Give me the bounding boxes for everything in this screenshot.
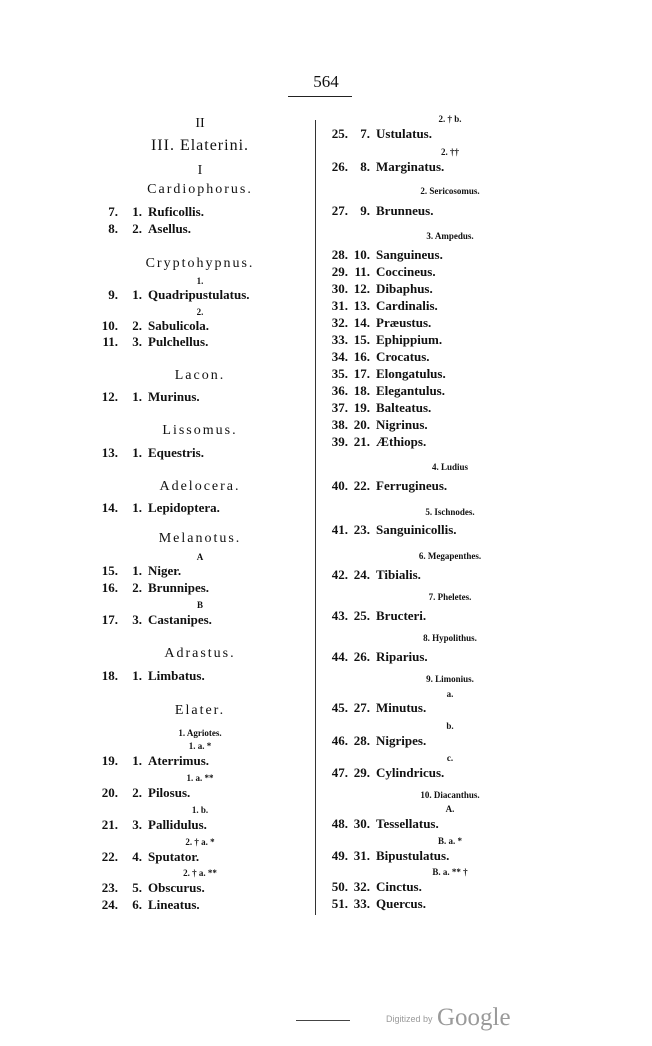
entry-subnumber: 1. — [132, 204, 142, 219]
species-name: Ephippium. — [376, 332, 443, 347]
entry-number: 45. — [331, 700, 348, 715]
species-name: Tibialis. — [376, 567, 421, 582]
species-name: Quadripustulatus. — [148, 287, 250, 302]
species-name: Equestris. — [148, 445, 204, 460]
entry-subnumber: 18. — [353, 383, 370, 398]
species-name: Nigrinus. — [376, 417, 428, 432]
entry-number: 27. — [331, 203, 348, 218]
species-entry — [92, 318, 209, 334]
species-entry — [318, 332, 442, 348]
species-name: Pulchellus. — [148, 334, 209, 349]
entry-subnumber: 26. — [353, 649, 370, 664]
page-number-rule — [288, 96, 352, 97]
species-entry — [318, 159, 444, 175]
entry-number: 12. — [101, 389, 118, 404]
species-entry — [92, 849, 199, 865]
species-entry — [318, 522, 457, 538]
entry-number: 29. — [331, 264, 348, 279]
entry-number: 31. — [331, 298, 348, 313]
subsection-label: B — [196, 600, 203, 610]
genus-heading-lacon: Lacon. — [174, 368, 226, 383]
species-name: Bructeri. — [376, 608, 427, 623]
entry-number: 51. — [331, 896, 348, 911]
entry-number: 26. — [331, 159, 348, 174]
species-entry — [92, 445, 204, 461]
species-entry — [318, 765, 444, 781]
subsection-label: B. a. ** † — [432, 867, 468, 877]
entry-number: 38. — [331, 417, 348, 432]
entry-subnumber: 1. — [132, 445, 142, 460]
entry-subnumber: 2. — [132, 580, 142, 595]
species-name: Dibaphus. — [376, 281, 433, 296]
subsection-label: 2. † a. ** — [183, 868, 217, 878]
species-entry — [318, 417, 428, 433]
species-name: Sabulicola. — [148, 318, 210, 333]
entry-subnumber: 8. — [360, 159, 370, 174]
species-entry — [92, 880, 205, 896]
species-entry — [318, 315, 431, 331]
entry-number: 23. — [101, 880, 118, 895]
entry-subnumber: 29. — [353, 765, 370, 780]
species-name: Sanguinicollis. — [376, 522, 457, 537]
subgenus-label: 4. Ludius — [431, 462, 469, 472]
species-name: Pilosus. — [148, 785, 191, 800]
entry-number: 13. — [101, 445, 118, 460]
species-name: Asellus. — [148, 221, 191, 236]
entry-number: 15. — [101, 563, 118, 578]
entry-subnumber: 30. — [353, 816, 370, 831]
entry-number: 49. — [331, 848, 348, 863]
entry-number: 30. — [331, 281, 348, 296]
entry-number: 36. — [331, 383, 348, 398]
subsection-label: 2. † a. * — [185, 837, 215, 847]
entry-number: 14. — [101, 500, 118, 515]
entry-subnumber: 22. — [353, 478, 370, 493]
subgenus-label: 5. Ischnodes. — [425, 507, 475, 517]
entry-subnumber: 3. — [132, 612, 142, 627]
entry-number: 40. — [331, 478, 348, 493]
entry-subnumber: 10. — [353, 247, 370, 262]
entry-subnumber: 9. — [360, 203, 370, 218]
entry-subnumber: 31. — [353, 848, 370, 863]
entry-subnumber: 14. — [353, 315, 370, 330]
entry-number: 50. — [331, 879, 348, 894]
column-divider — [315, 120, 316, 915]
entry-subnumber: 7. — [360, 126, 370, 141]
subgenus-label: 9. Limonius. — [426, 674, 474, 684]
entry-number: 39. — [331, 434, 348, 449]
entry-number: 47. — [331, 765, 348, 780]
species-entry — [318, 400, 431, 416]
species-name: Castanipes. — [148, 612, 212, 627]
entry-number: 21. — [101, 817, 118, 832]
species-entry — [318, 264, 436, 280]
species-name: Minutus. — [376, 700, 427, 715]
species-entry — [92, 500, 220, 516]
species-name: Elegantulus. — [376, 383, 445, 398]
entry-subnumber: 5. — [132, 880, 142, 895]
genus-heading-elater: Elater. — [174, 703, 226, 718]
species-name: Murinus. — [148, 389, 200, 404]
entry-number: 8. — [108, 221, 118, 236]
genus-heading-adelocera: Adelocera. — [159, 479, 241, 494]
species-entry — [92, 580, 209, 596]
digitized-by-text: Digitized by — [386, 1014, 433, 1024]
tribe-heading: III. Elaterini. — [150, 137, 250, 154]
species-entry — [318, 816, 439, 832]
species-name: Lineatus. — [148, 897, 200, 912]
species-entry — [318, 848, 449, 864]
entry-number: 48. — [331, 816, 348, 831]
subgenus-label: 3. Ampedus. — [426, 231, 474, 241]
species-name: Æthiops. — [376, 434, 427, 449]
entry-number: 42. — [331, 567, 348, 582]
species-entry — [318, 733, 426, 749]
entry-number: 46. — [331, 733, 348, 748]
species-name: Cinctus. — [376, 879, 422, 894]
species-name: Quercus. — [376, 896, 426, 911]
entry-subnumber: 6. — [132, 897, 142, 912]
species-entry — [318, 700, 426, 716]
entry-subnumber: 1. — [132, 287, 142, 302]
entry-number: 20. — [101, 785, 118, 800]
species-name: Præustus. — [376, 315, 432, 330]
subgenus-label: 6. Megapenthes. — [418, 551, 482, 561]
species-name: Riparius. — [376, 649, 428, 664]
species-entry — [318, 383, 445, 399]
subsection-label: 2. † b. — [438, 114, 462, 124]
species-entry — [92, 389, 200, 405]
entry-number: 9. — [108, 287, 118, 302]
entry-number: 11. — [102, 334, 118, 349]
species-entry — [318, 434, 426, 450]
entry-number: 18. — [101, 668, 118, 683]
species-name: Marginatus. — [376, 159, 445, 174]
species-entry — [318, 349, 430, 365]
subsection-label: b. — [446, 721, 454, 731]
species-name: Niger. — [148, 563, 182, 578]
entry-subnumber: 27. — [353, 700, 370, 715]
species-entry — [318, 366, 446, 382]
entry-subnumber: 32. — [353, 879, 370, 894]
species-entry — [318, 247, 443, 263]
entry-number: 34. — [331, 349, 348, 364]
genus-heading-adrastus: Adrastus. — [164, 646, 236, 661]
entry-subnumber: 2. — [132, 221, 142, 236]
species-entry — [92, 668, 205, 684]
species-name: Nigripes. — [376, 733, 427, 748]
digitized-watermark — [386, 1004, 511, 1032]
species-name: Brunnipes. — [148, 580, 210, 595]
subgenus-label: 2. Sericosomus. — [420, 186, 480, 196]
entry-subnumber: 25. — [353, 608, 370, 623]
footer-rule — [296, 1020, 350, 1021]
entry-subnumber: 3. — [132, 334, 142, 349]
species-entry — [92, 204, 204, 220]
genus-heading-cryptohypnus: Cryptohypnus. — [145, 256, 255, 271]
species-name: Cardinalis. — [376, 298, 438, 313]
species-name: Obscurus. — [148, 880, 205, 895]
subgenus-label: 10. Diacanthus. — [420, 790, 480, 800]
species-name: Tessellatus. — [376, 816, 439, 831]
species-entry — [92, 612, 212, 628]
entry-subnumber: 16. — [353, 349, 370, 364]
entry-number: 25. — [331, 126, 348, 141]
entry-subnumber: 23. — [353, 522, 370, 537]
subgenus-label: 7. Pheletes. — [428, 592, 472, 602]
genus-heading-cardiophorus: Cardiophorus. — [147, 182, 253, 197]
species-entry — [318, 567, 421, 583]
subsection-label: a. — [446, 689, 454, 699]
entry-number: 32. — [331, 315, 348, 330]
entry-subnumber: 3. — [132, 817, 142, 832]
species-entry — [92, 817, 207, 833]
species-name: Pallidulus. — [148, 817, 207, 832]
species-name: Crocatus. — [376, 349, 430, 364]
species-entry — [318, 203, 433, 219]
entry-subnumber: 1. — [132, 563, 142, 578]
species-entry — [92, 221, 191, 237]
entry-number: 7. — [108, 204, 118, 219]
species-name: Cylindricus. — [376, 765, 445, 780]
species-name: Bipustulatus. — [376, 848, 450, 863]
species-entry — [92, 897, 200, 913]
entry-number: 24. — [101, 897, 118, 912]
entry-subnumber: 4. — [132, 849, 142, 864]
species-entry — [318, 608, 426, 624]
species-entry — [318, 649, 428, 665]
species-name: Brunneus. — [376, 203, 434, 218]
entry-number: 19. — [101, 753, 118, 768]
subgenus-label: 8. Hypolithus. — [423, 633, 477, 643]
subsection-label: 2. †† — [441, 147, 459, 157]
entry-subnumber: 20. — [353, 417, 370, 432]
entry-subnumber: 21. — [353, 434, 370, 449]
subsection-label: 1. — [196, 276, 204, 286]
subsection-label: c. — [446, 753, 454, 763]
species-name: Limbatus. — [148, 668, 205, 683]
entry-subnumber: 1. — [132, 753, 142, 768]
subsection-label: 1. a. * — [188, 741, 212, 751]
species-entry — [318, 879, 422, 895]
section-numeral-ii: II — [195, 116, 205, 131]
genus-heading-melanotus: Melanotus. — [158, 531, 242, 546]
species-name: Ustulatus. — [376, 126, 432, 141]
species-name: Elongatulus. — [376, 366, 446, 381]
entry-number: 10. — [101, 318, 118, 333]
entry-subnumber: 11. — [354, 264, 370, 279]
species-entry — [92, 287, 250, 303]
entry-subnumber: 33. — [353, 896, 370, 911]
subsection-label: 2. — [196, 307, 204, 317]
species-name: Aterrimus. — [148, 753, 210, 768]
entry-subnumber: 28. — [353, 733, 370, 748]
subgenus-label: 1. Agriotes. — [178, 728, 222, 738]
subsection-label: A — [196, 552, 204, 562]
entry-number: 16. — [101, 580, 118, 595]
species-name: Sputator. — [148, 849, 200, 864]
entry-number: 35. — [331, 366, 348, 381]
entry-subnumber: 2. — [132, 318, 142, 333]
species-name: Ruficollis. — [148, 204, 204, 219]
entry-number: 44. — [331, 649, 348, 664]
species-entry — [318, 298, 438, 314]
google-logo: Google — [436, 1004, 511, 1031]
entry-subnumber: 24. — [353, 567, 370, 582]
entry-subnumber: 1. — [132, 668, 142, 683]
entry-number: 33. — [331, 332, 348, 347]
subsection-label: B. a. * — [437, 836, 462, 846]
entry-number: 41. — [331, 522, 348, 537]
entry-subnumber: 12. — [353, 281, 370, 296]
entry-subnumber: 15. — [353, 332, 370, 347]
species-entry — [92, 785, 190, 801]
species-entry — [92, 334, 208, 350]
species-entry — [92, 753, 209, 769]
entry-subnumber: 19. — [353, 400, 370, 415]
entry-number: 43. — [331, 608, 348, 623]
subsection-label: 1. b. — [191, 805, 209, 815]
species-name: Sanguineus. — [376, 247, 443, 262]
subsection-label: 1. a. ** — [186, 773, 214, 783]
entry-subnumber: 17. — [353, 366, 370, 381]
genus-heading-lissomus: Lissomus. — [162, 423, 238, 438]
entry-number: 22. — [101, 849, 118, 864]
entry-subnumber: 1. — [132, 389, 142, 404]
species-entry — [318, 126, 432, 142]
page-number: 564 — [313, 72, 339, 91]
species-entry — [318, 478, 447, 494]
species-name: Ferrugineus. — [376, 478, 448, 493]
species-name: Lepidoptera. — [148, 500, 220, 515]
entry-number: 37. — [331, 400, 348, 415]
species-entry — [92, 563, 181, 579]
entry-subnumber: 13. — [353, 298, 370, 313]
species-name: Balteatus. — [376, 400, 432, 415]
entry-subnumber: 1. — [132, 500, 142, 515]
entry-number: 17. — [101, 612, 118, 627]
species-entry — [318, 896, 426, 912]
entry-subnumber: 2. — [132, 785, 142, 800]
entry-number: 28. — [331, 247, 348, 262]
section-numeral-i: I — [197, 163, 203, 178]
subsection-label: A. — [445, 804, 455, 814]
species-entry — [318, 281, 433, 297]
species-name: Coccineus. — [376, 264, 436, 279]
